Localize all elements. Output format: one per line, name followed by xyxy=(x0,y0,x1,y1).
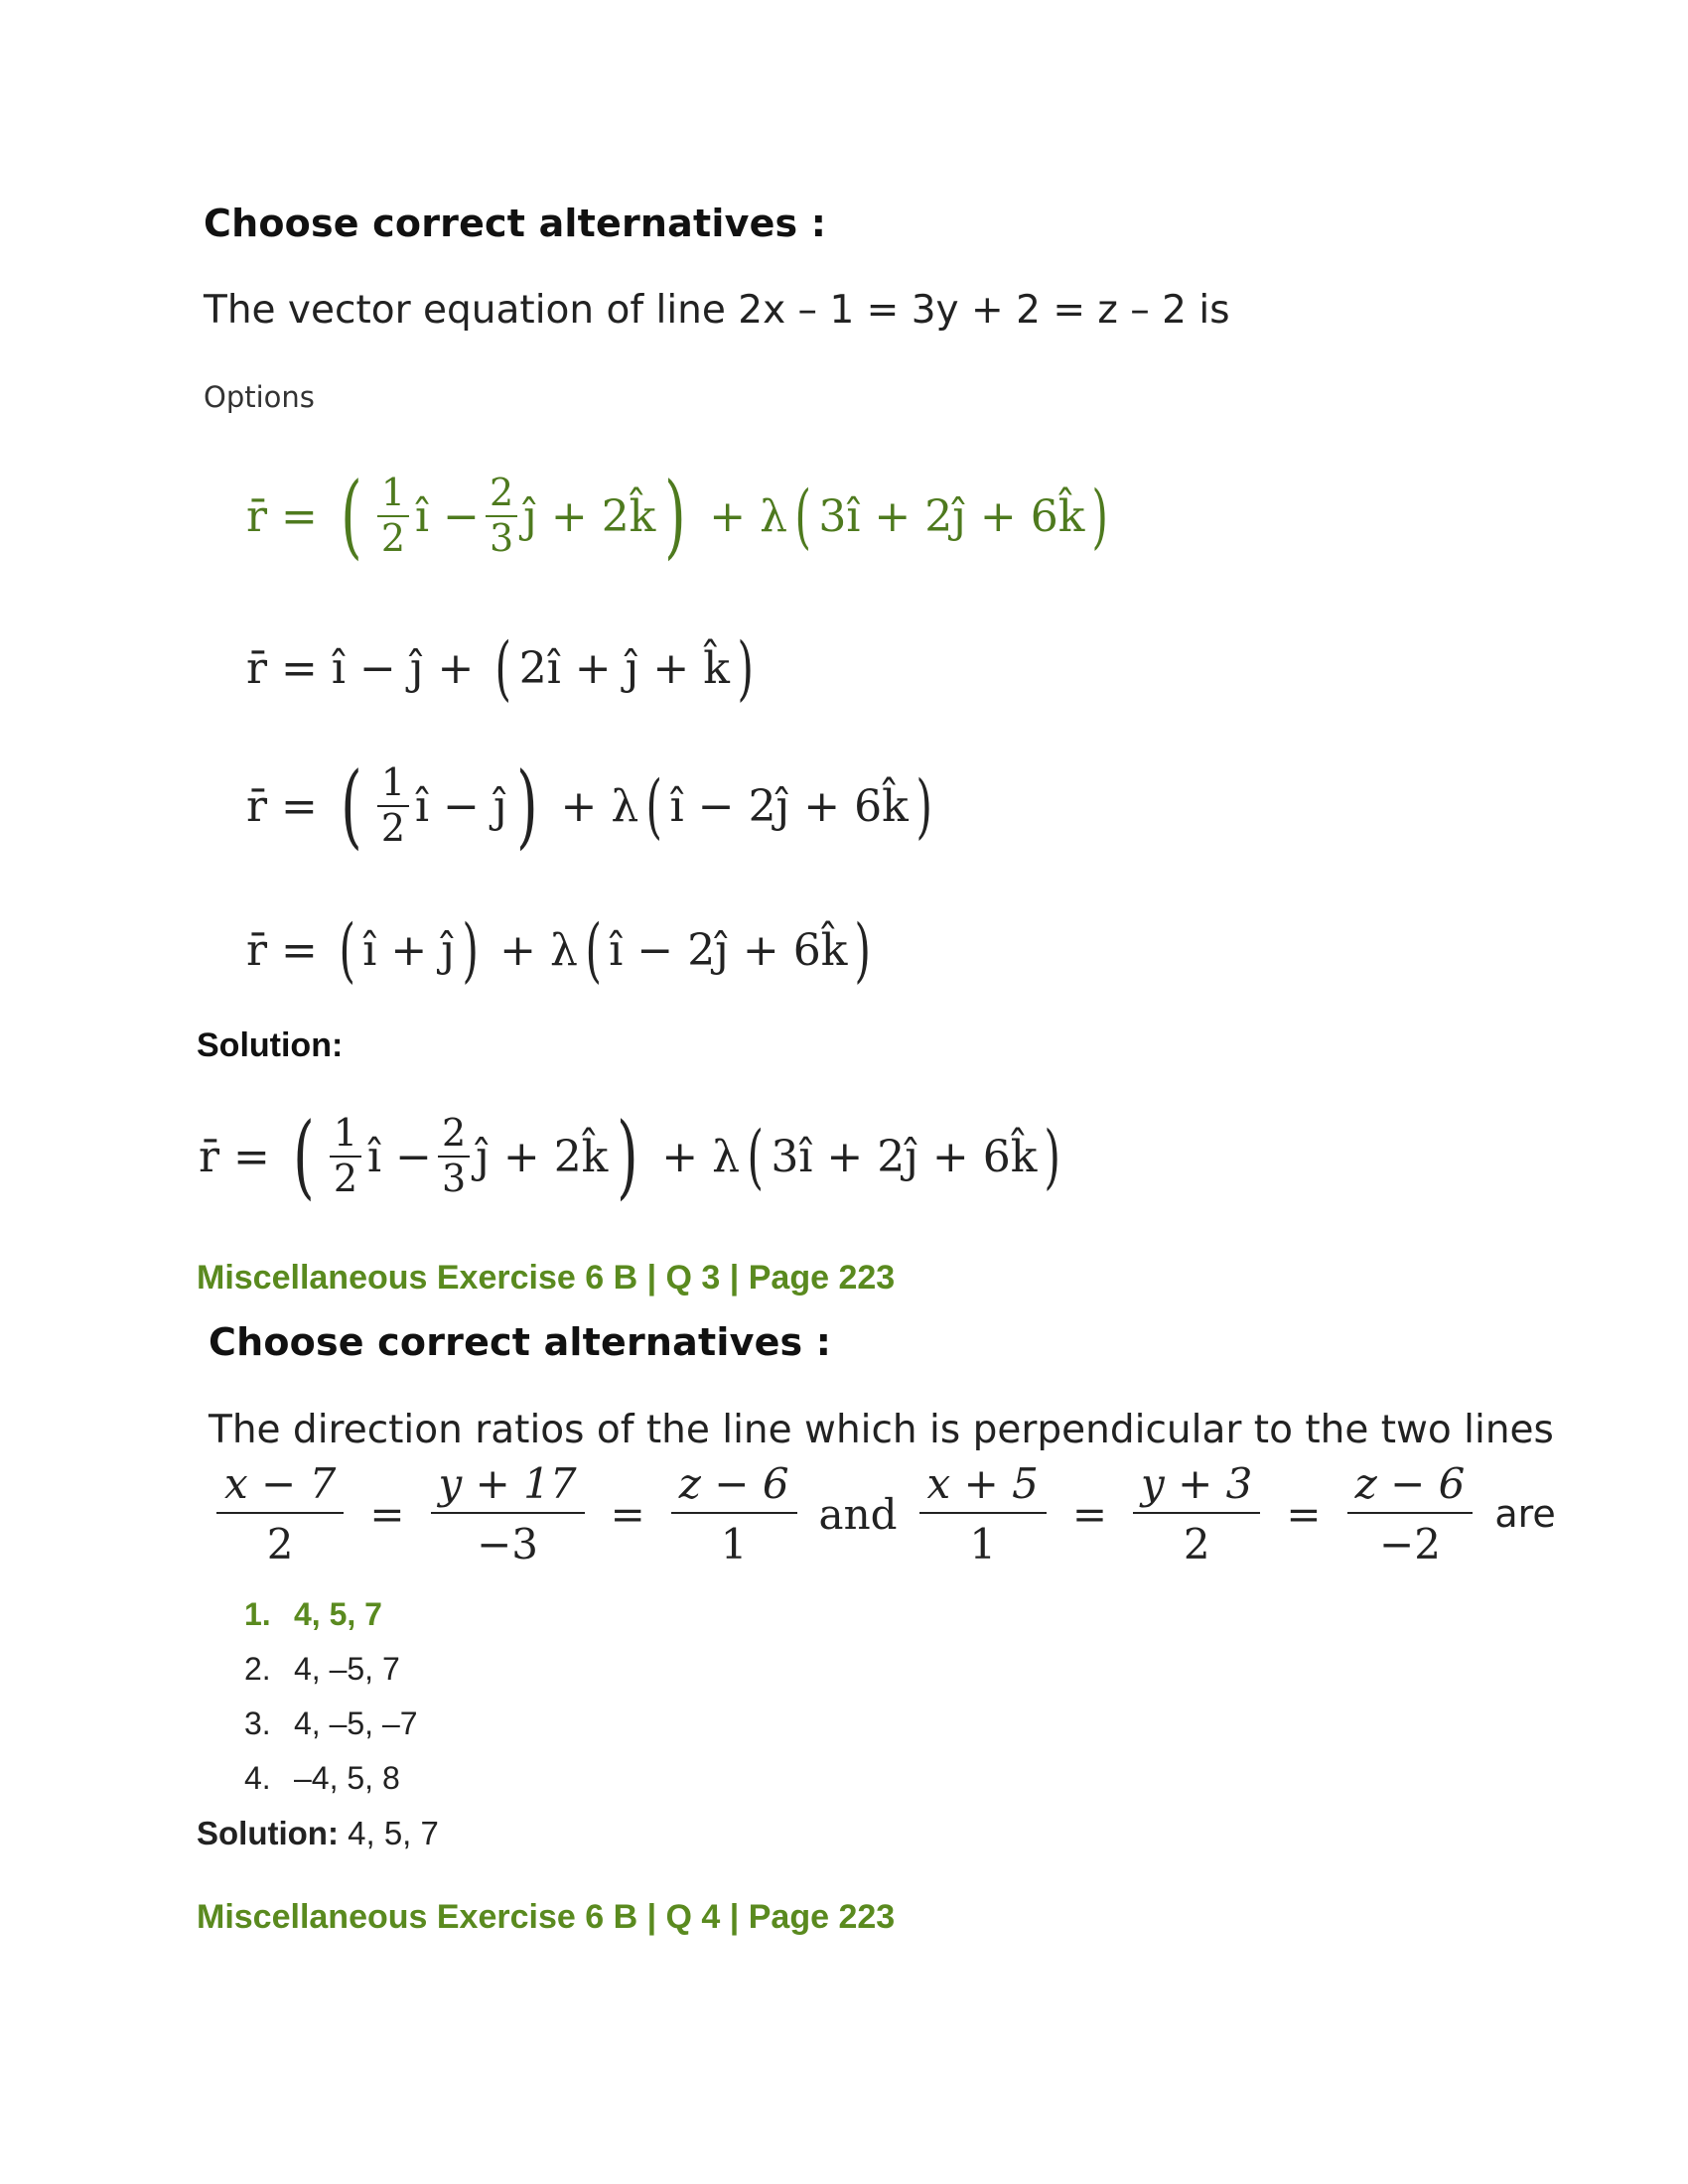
option-b-equation[interactable]: r̄ = î − ĵ + ( 2î + ĵ + k̂ ) xyxy=(246,627,754,709)
section-heading: Choose correct alternatives : xyxy=(209,1320,832,1364)
option-2[interactable] xyxy=(244,1651,400,1688)
are-word: are xyxy=(1494,1492,1556,1536)
option-1[interactable] xyxy=(244,1596,382,1633)
option-c-equation[interactable]: r̄ = ( $\frac{1}{2}$ î − ĵ ) + λ ( î − 2ĵ + 6k̂ ) xyxy=(246,752,932,859)
option-a-equation[interactable]: r̄ = ( $\frac{1}{2}$ î − $\frac{2}{3}$ ĵ + 2k̂ ) + λ ( 3î + 2ĵ + 6k̂ ) xyxy=(246,463,1109,569)
option-d-equation[interactable]: r̄ = ( î + ĵ ) + λ ( î − 2ĵ + 6k̂ ) xyxy=(246,909,872,991)
solution-label: Solution: xyxy=(197,1815,339,1851)
and-word: and xyxy=(818,1489,898,1539)
option-number: 4. xyxy=(244,1760,271,1796)
option-text: 4, 5, 7 xyxy=(294,1596,382,1632)
solution-equation: r̄ = ( $\frac{1}{2}$ î − $\frac{2}{3}$ ĵ + 2k̂ ) + λ ( 3î + 2ĵ + 6k̂ ) xyxy=(199,1103,1061,1209)
option-3[interactable] xyxy=(244,1706,418,1742)
option-number: 2. xyxy=(244,1651,271,1687)
solution-label: Solution: xyxy=(197,1026,344,1064)
option-4[interactable] xyxy=(244,1760,400,1797)
solution-line xyxy=(197,1815,439,1852)
option-text: 4, –5, –7 xyxy=(294,1706,418,1741)
question-text: The direction ratios of the line which is perpendicular to the two lines xyxy=(209,1408,1554,1452)
exercise-reference-link[interactable]: Miscellaneous Exercise 6 B | Q 4 | Page 223 xyxy=(197,1898,896,1936)
option-number: 3. xyxy=(244,1706,271,1741)
lines-equation: $\frac{x - 7}{2}$ = $\frac{y + 17}{-3}$ = $\frac{z - 6}{1}$ and $\frac{x + 5}{1}$ = $\frac{y + 3}{2}$ = $\frac{z - 6}{-2}$ are xyxy=(209,1459,1556,1569)
options-label: Options xyxy=(204,380,315,414)
question-text: The vector equation of line 2x – 1 = 3y + 2 = z – 2 is xyxy=(204,288,1230,333)
option-text: 4, –5, 7 xyxy=(294,1651,400,1687)
section-heading: Choose correct alternatives : xyxy=(204,202,827,245)
solution-value: 4, 5, 7 xyxy=(348,1815,439,1851)
exercise-reference-link[interactable]: Miscellaneous Exercise 6 B | Q 3 | Page 223 xyxy=(197,1259,896,1297)
option-text: –4, 5, 8 xyxy=(294,1760,400,1796)
option-number: 1. xyxy=(244,1596,271,1632)
